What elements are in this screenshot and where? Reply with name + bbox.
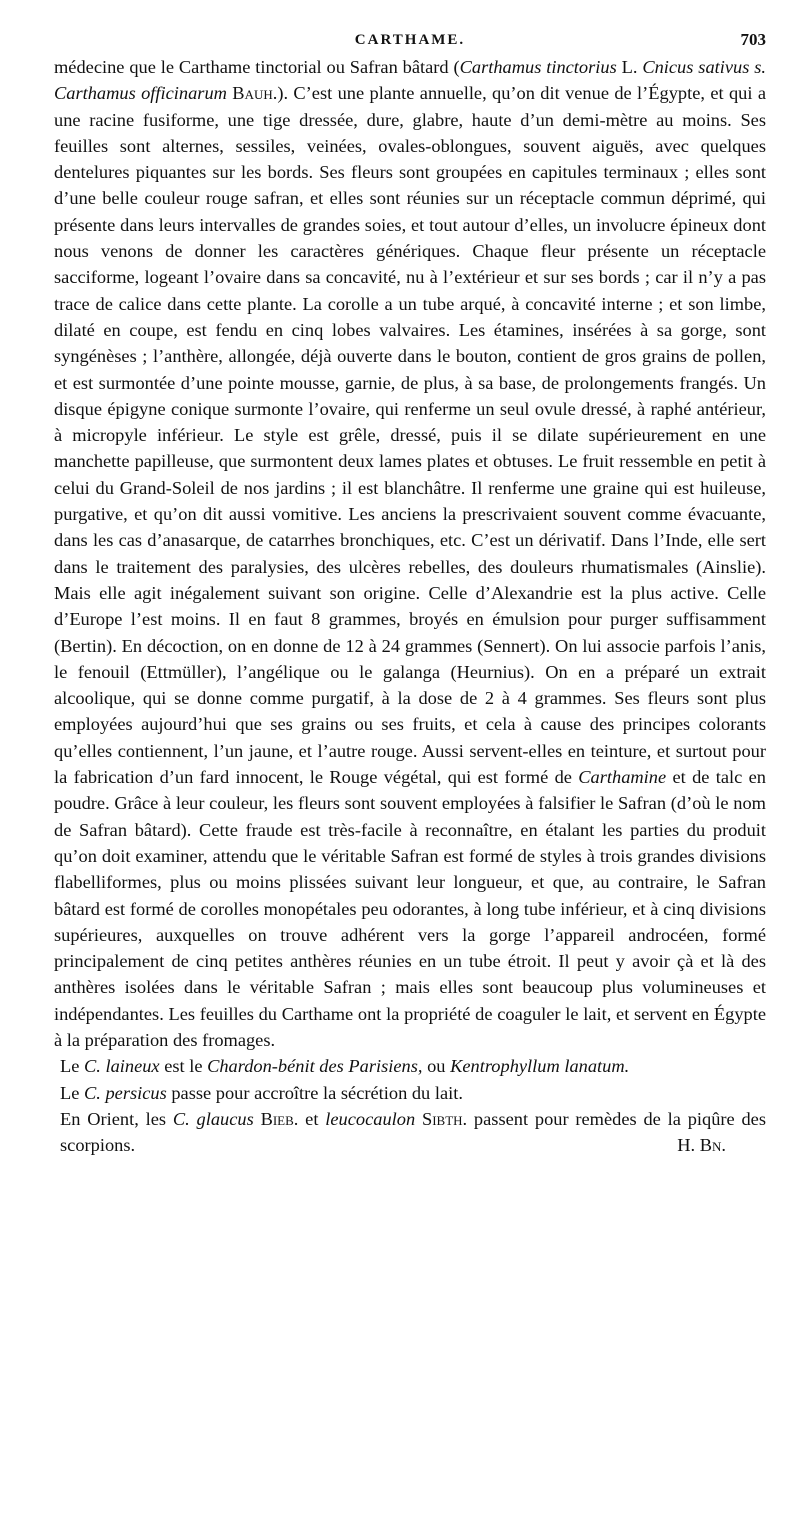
text-run: Le	[60, 1056, 84, 1077]
final-paragraph	[54, 1106, 766, 1159]
paragraph-main	[54, 54, 766, 1053]
text-run	[415, 1109, 422, 1129]
text-run: est le	[159, 1056, 208, 1077]
paragraph-c-laineux	[54, 1053, 766, 1079]
italic-run: Cnicus sativus s. Carthamus officinarum	[54, 57, 767, 104]
text-run: L.	[616, 57, 643, 77]
italic-run: Carthamus tinctorius	[459, 57, 617, 77]
italic-run: Chardon-bénit des Parisiens,	[207, 1056, 423, 1077]
italic-run: Carthamine	[578, 767, 667, 788]
page-title: CARTHAME.	[354, 32, 466, 48]
italic-run: C. laineux	[84, 1056, 160, 1077]
text-run: et de talc en poudre. Grâce à leur couleur, les fleurs sont souvent employées à falsifier le Safran (d’où le nom de Safran bâtard). Cette fraude est très-facile à reconnaître, en étalant les parties du produit qu’on doit examiner, attendu que le véritable Safran est formé de styles à trois grandes divisions flabelliformes, plus ou moins plissées suivant leur longueur, et que, au contraire, le Safran bâtard est formé de corolles monopétales peu odorantes, à long tube inférieur, et à cinq divisions supérieures, auxquelles on trouve adhérent vers la gorge l’appareil androcéen, formé principalement de cinq petites anthères réunies en un tube étroit. Il peut y avoir çà et là des anthères isolées dans le véritable Safran ; mais elles sont beaucoup plus volumineuses et indépendantes. Les feuilles du Carthame ont la propriété de coaguler le lait, et servent en Égypte à la préparation des fromages.	[54, 767, 766, 1050]
paragraph-orient	[54, 1106, 766, 1159]
document-page	[54, 26, 766, 1158]
article-body	[54, 54, 766, 1158]
italic-run: C. glaucus	[172, 1108, 254, 1129]
text-run	[254, 1109, 261, 1129]
text-run: . et	[293, 1108, 326, 1129]
text-run: passe pour accroître la sécrétion du lait.	[166, 1082, 463, 1103]
text-run: . passent pour remèdes de la piqûre des scorpions.	[60, 1108, 766, 1156]
page-number: 703	[740, 30, 766, 49]
italic-run: C. persicus	[84, 1082, 167, 1103]
paragraph-c-persicus	[54, 1080, 766, 1106]
running-header	[54, 26, 766, 54]
italic-run: leucocaulon	[325, 1108, 416, 1129]
author-abbrev: Bauh	[232, 83, 273, 104]
author-abbrev: Bieb	[260, 1108, 294, 1129]
text-run: ou	[422, 1056, 451, 1077]
italic-run: Kentrophyllum lanatum.	[450, 1056, 630, 1077]
text-run: En Orient, les	[60, 1108, 173, 1129]
text-run: Le	[60, 1082, 84, 1103]
author-signature: H. Bn.	[677, 1135, 726, 1156]
author-abbrev: Sibth	[421, 1108, 463, 1129]
text-run: .). C’est une plante annuelle, qu’on dit venue de l’Égypte, et qui a une racine fusiforme, une tige dressée, dure, glabre, haute d’un demi-mètre au moins. Ses feuilles sont alternes, sessiles, veinées, ovales-oblongues, souvent aiguës, avec quelques dentelures piquantes sur les bords. Ses fleurs sont groupées en capitules terminaux ; elles sont d’une belle couleur rouge safran, et elles sont réunies sur un réceptacle commun déprimé, qui présente dans leurs intervalles de grandes soies, et tout autour d’elles, un involucre épineux dont nous venons de donner les caractères génériques. Chaque fleur présente un réceptacle sacciforme, logeant l’ovaire dans sa concavité, nu à l’extérieur et sur ses bords ; car il n’y a pas trace de calice dans cette plante. La corolle a un tube arqué, à concavité interne ; et son limbe, dilaté en coupe, est fendu en cinq lobes valvaires. Les étamines, insérées à sa gorge, sont syngénèses ; l’anthère, allongée, déjà ouverte dans le bouton, contient de gros grains de pollen, et est surmontée d’une pointe mousse, garnie, de plus, à sa base, de prolongements frangés. Un disque épigyne conique surmonte l’ovaire, qui renferme un seul ovule dressé, à raphé antérieur, à micropyle inférieur. Le style est grêle, dressé, puis il se dilate supérieurement en une manchette papilleuse, que surmontent deux lames plates et obtuses. Le fruit ressemble en petit à celui du Grand-Soleil de nos jardins ; il est blanchâtre. Il renferme une graine qui est huileuse, purgative, et qu’on dit aussi vomitive. Les anciens la prescrivaient souvent comme évacuante, dans les cas d’anasarque, de catarrhes bronchiques, etc. C’est un dérivatif. Dans l’Inde, elle sert dans le traitement des paralysies, des ulcères rebelles, des douleurs rhumatismales (Ainslie). Mais elle agit inégalement suivant son origine. Celle d’Alexandrie est la plus active. Celle d’Europe l’est moins. Il en faut 8 grammes, broyés en émulsion pour purger suffisamment (Bertin). En décoction, on en donne de 12 à 24 grammes (Sennert). On lui associe parfois l’anis, le fenouil (Ettmüller), l’angélique ou le galanga (Heurnius). On en a préparé un extrait alcoolique, qui se donne comme purgatif, à la dose de 2 à 4 grammes. Ses fleurs sont plus employées aujourd’hui que ses grains ou ses fruits, et cela à cause des principes colorants qu’elles contiennent, l’un jaune, et l’autre rouge. Aussi servent-elles en teinture, et surtout pour la fabrication d’un fard innocent, le Rouge végétal, qui est formé de	[54, 83, 766, 788]
text-run: médecine que le Carthame tinctorial ou Safran bâtard (	[54, 57, 460, 77]
